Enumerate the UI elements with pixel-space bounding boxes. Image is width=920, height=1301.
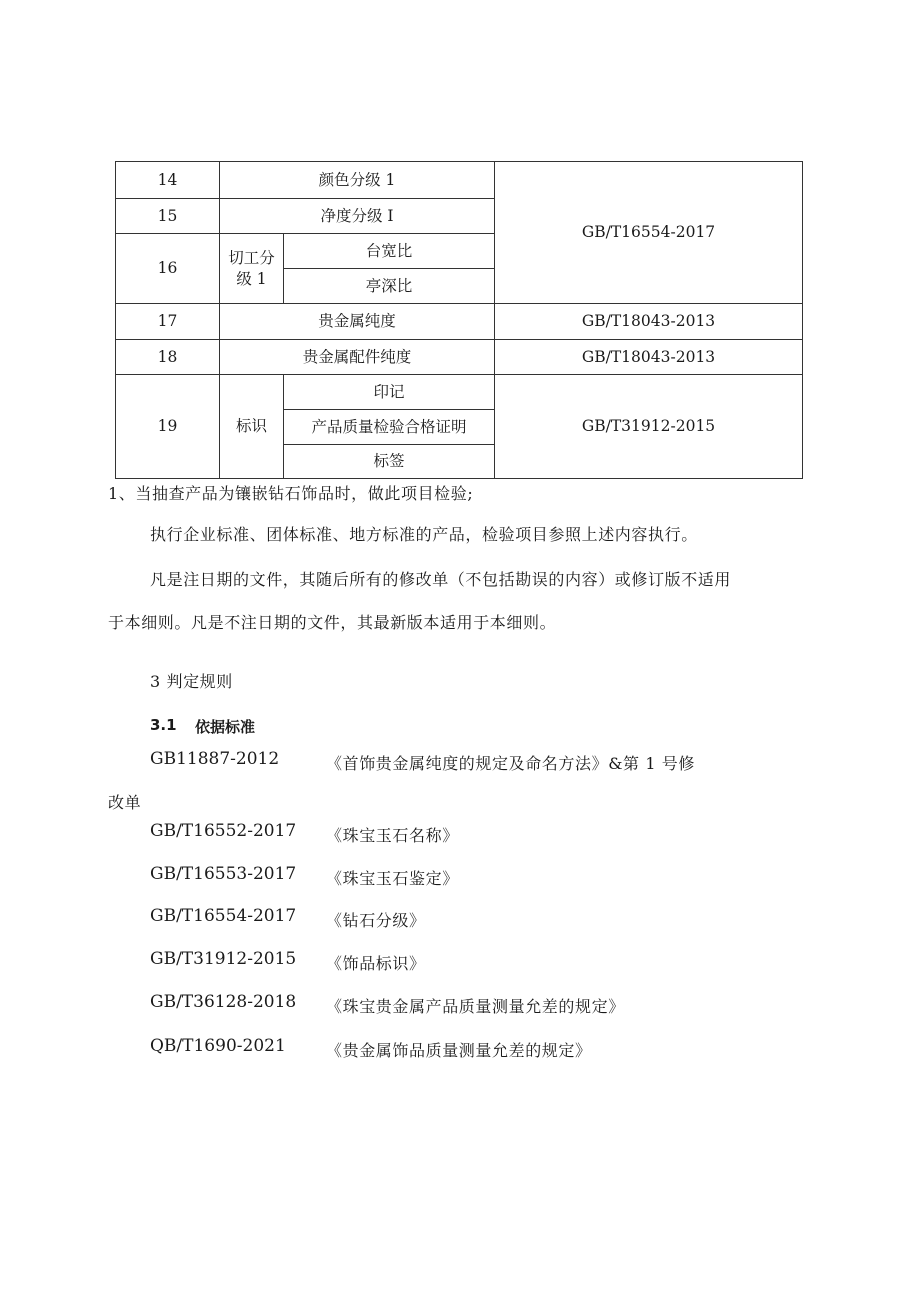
standard-cell: GB/T18043-2013 <box>495 304 803 340</box>
standard-title: 《饰品标识》 <box>326 954 426 973</box>
standard-cell: GB/T16554-2017 <box>495 162 803 304</box>
standard-code: GB/T16553-2017 <box>150 864 297 884</box>
standard-title: 《珠宝贵金属产品质量测量允差的规定》 <box>326 997 625 1016</box>
sub-item: 亭深比 <box>284 269 495 304</box>
row-number: 18 <box>116 340 220 375</box>
standard-code: GB11887-2012 <box>150 749 280 769</box>
subsection-title: 依据标准 <box>195 718 256 736</box>
standard-code: GB/T16554-2017 <box>150 906 297 926</box>
standard-code: GB/T16552-2017 <box>150 821 297 841</box>
standard-code: QB/T1690-2021 <box>150 1036 286 1056</box>
sub-item: 印记 <box>284 375 495 410</box>
standard-code: GB/T36128-2018 <box>150 992 297 1012</box>
sub-item: 台宽比 <box>284 234 495 269</box>
table-row-14 <box>116 162 803 199</box>
item-group: 标识 <box>220 375 284 479</box>
paragraph-2-line-1: 凡是注日期的文件，其随后所有的修改单（不包括勘误的内容）或修订版不适用 <box>150 570 732 589</box>
paragraph-2-line-2: 于本细则。凡是不注日期的文件，其最新版本适用于本细则。 <box>108 613 557 632</box>
paragraph-1: 执行企业标准、团体标准、地方标准的产品，检验项目参照上述内容执行。 <box>150 525 698 544</box>
sub-item: 产品质量检验合格证明 <box>284 410 495 445</box>
item-name: 净度分级 I <box>220 199 495 234</box>
item-name: 贵金属纯度 <box>220 304 495 340</box>
row-number: 16 <box>116 234 220 304</box>
table-row-18 <box>116 340 803 375</box>
standard-code: GB/T31912-2015 <box>150 949 297 969</box>
standard-title: 《珠宝玉石名称》 <box>326 826 459 845</box>
table-row-17 <box>116 304 803 340</box>
standard-cell: GB/T31912-2015 <box>495 375 803 479</box>
note-1: 1、当抽查产品为镶嵌钻石饰品时，做此项目检验; <box>108 484 474 503</box>
standard-title-continued: 改单 <box>108 793 142 812</box>
row-number: 19 <box>116 375 220 479</box>
standard-title: 《钻石分级》 <box>326 911 426 930</box>
standard-title: 《首饰贵金属纯度的规定及命名方法》&第 1 号修 <box>326 754 695 773</box>
sub-item: 标签 <box>284 445 495 479</box>
inspection-table <box>115 161 803 479</box>
row-number: 14 <box>116 162 220 199</box>
standard-cell: GB/T18043-2013 <box>495 340 803 375</box>
item-group: 切工分级 1 <box>220 234 284 304</box>
row-number: 15 <box>116 199 220 234</box>
item-name: 贵金属配件纯度 <box>220 340 495 375</box>
item-name: 颜色分级 1 <box>220 162 495 199</box>
row-number: 17 <box>116 304 220 340</box>
table-row-19 <box>116 375 803 410</box>
section-heading: 3 判定规则 <box>150 672 233 691</box>
standard-title: 《珠宝玉石鉴定》 <box>326 869 459 888</box>
subsection-number: 3.1 <box>150 716 177 734</box>
standard-title: 《贵金属饰品质量测量允差的规定》 <box>326 1041 592 1060</box>
